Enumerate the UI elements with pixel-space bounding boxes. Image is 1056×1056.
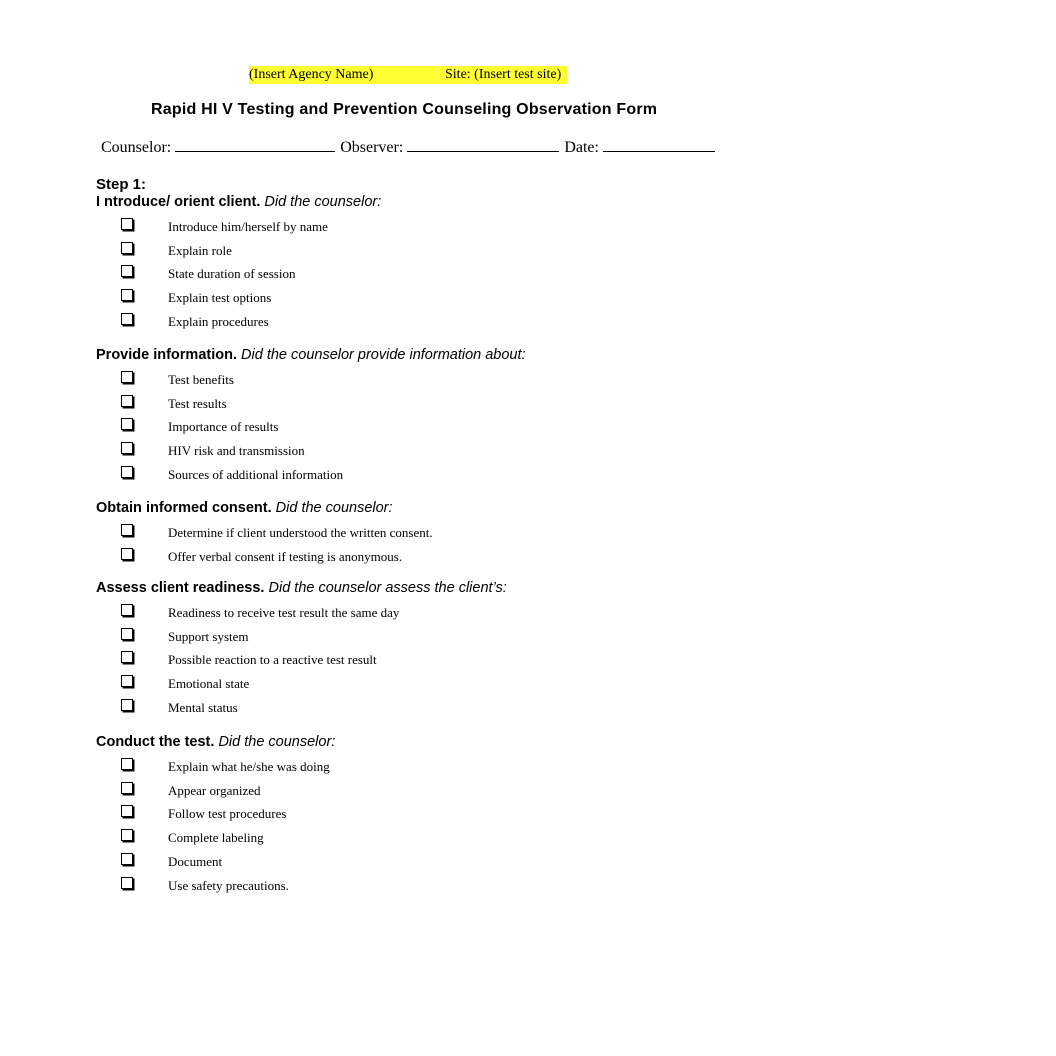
checkbox[interactable]: [121, 395, 133, 407]
section-heading: [96, 194, 381, 210]
section-heading-lead: Conduct the test.: [96, 734, 215, 750]
counselor-field[interactable]: [175, 137, 335, 152]
section-heading: [96, 734, 335, 750]
section-heading-lead: Obtain informed consent.: [96, 500, 272, 516]
checklist-item-label: Sources of additional information: [168, 466, 344, 482]
checkbox[interactable]: [121, 265, 133, 277]
checkbox[interactable]: [121, 853, 133, 865]
section-heading-question: Did the counselor:: [275, 500, 393, 516]
checkbox[interactable]: [121, 442, 133, 454]
checkbox[interactable]: [121, 548, 133, 560]
checkbox[interactable]: [121, 758, 133, 770]
checklist-item-label: Offer verbal consent if testing is anonymous.: [168, 548, 403, 564]
date-field[interactable]: [603, 137, 715, 152]
date-label: Date:: [564, 139, 599, 156]
checklist-item-label: Follow test procedures: [168, 806, 287, 822]
checklist-item-label: Possible reaction to a reactive test result: [168, 652, 377, 668]
section-heading-lead: I ntroduce/ orient client.: [96, 194, 261, 210]
checklist-item-label: Emotional state: [168, 676, 250, 692]
checklist-item-label: Explain what he/she was doing: [168, 759, 330, 774]
checkbox[interactable]: [121, 524, 133, 536]
section-heading-question: Did the counselor assess the client’s:: [268, 580, 507, 596]
section-heading-question: Did the counselor:: [264, 194, 382, 210]
agency-site-header: [249, 66, 567, 84]
section-heading-question: Did the counselor provide information about:: [241, 347, 526, 363]
checkbox[interactable]: [121, 466, 133, 478]
section-heading-lead: Assess client readiness.: [96, 580, 265, 596]
checklist-item-label: Use safety precautions.: [168, 877, 289, 893]
checkbox[interactable]: [121, 829, 133, 841]
section-heading-question: Did the counselor:: [218, 734, 336, 750]
checkbox[interactable]: [121, 782, 133, 794]
section-heading: [96, 347, 526, 363]
checkbox[interactable]: [121, 651, 133, 663]
checklist-item-label: Importance of results: [168, 419, 279, 435]
checklist-item-label: Determine if client understood the written consent.: [168, 525, 433, 540]
checklist-item-label: Mental status: [168, 699, 238, 715]
section-heading: [96, 580, 507, 596]
checkbox[interactable]: [121, 313, 133, 325]
checkbox[interactable]: [121, 628, 133, 640]
checkbox[interactable]: [121, 418, 133, 430]
checklist-item-label: Explain procedures: [168, 313, 269, 329]
observer-label: Observer:: [340, 139, 404, 156]
checklist-item-label: Complete labeling: [168, 830, 264, 846]
checkbox[interactable]: [121, 699, 133, 711]
test-site-placeholder: Site: (Insert test site): [445, 67, 562, 82]
checklist-item-label: Introduce him/herself by name: [168, 219, 328, 234]
form-title: Rapid HI V Testing and Prevention Counseling Observation Form: [151, 101, 658, 118]
checkbox[interactable]: [121, 242, 133, 254]
section-heading: [96, 500, 393, 516]
checklist-item-label: Readiness to receive test result the same day: [168, 605, 400, 620]
checklist-item-label: Support system: [168, 628, 249, 644]
checkbox[interactable]: [121, 805, 133, 817]
checkbox[interactable]: [121, 604, 133, 616]
checklist-item-label: Test results: [168, 395, 227, 411]
checkbox[interactable]: [121, 218, 133, 230]
agency-name-placeholder: (Insert Agency Name): [249, 67, 374, 82]
checklist-item-label: Explain test options: [168, 290, 272, 306]
checkbox[interactable]: [121, 371, 133, 383]
checkbox[interactable]: [121, 675, 133, 687]
observer-field[interactable]: [407, 137, 559, 152]
checkbox[interactable]: [121, 877, 133, 889]
step-heading: Step 1:: [96, 176, 147, 193]
checklist-item-label: Explain role: [168, 242, 232, 258]
checklist-item-label: Document: [168, 853, 223, 869]
checklist-item-label: Appear organized: [168, 782, 261, 798]
checkbox[interactable]: [121, 289, 133, 301]
checklist-item-label: Test benefits: [168, 372, 234, 387]
checklist-item-label: State duration of session: [168, 266, 296, 282]
counselor-label: Counselor:: [101, 139, 172, 156]
section-heading-lead: Provide information.: [96, 347, 237, 363]
checklist-item-label: HIV risk and transmission: [168, 443, 305, 459]
form-fields-line: [101, 137, 720, 158]
